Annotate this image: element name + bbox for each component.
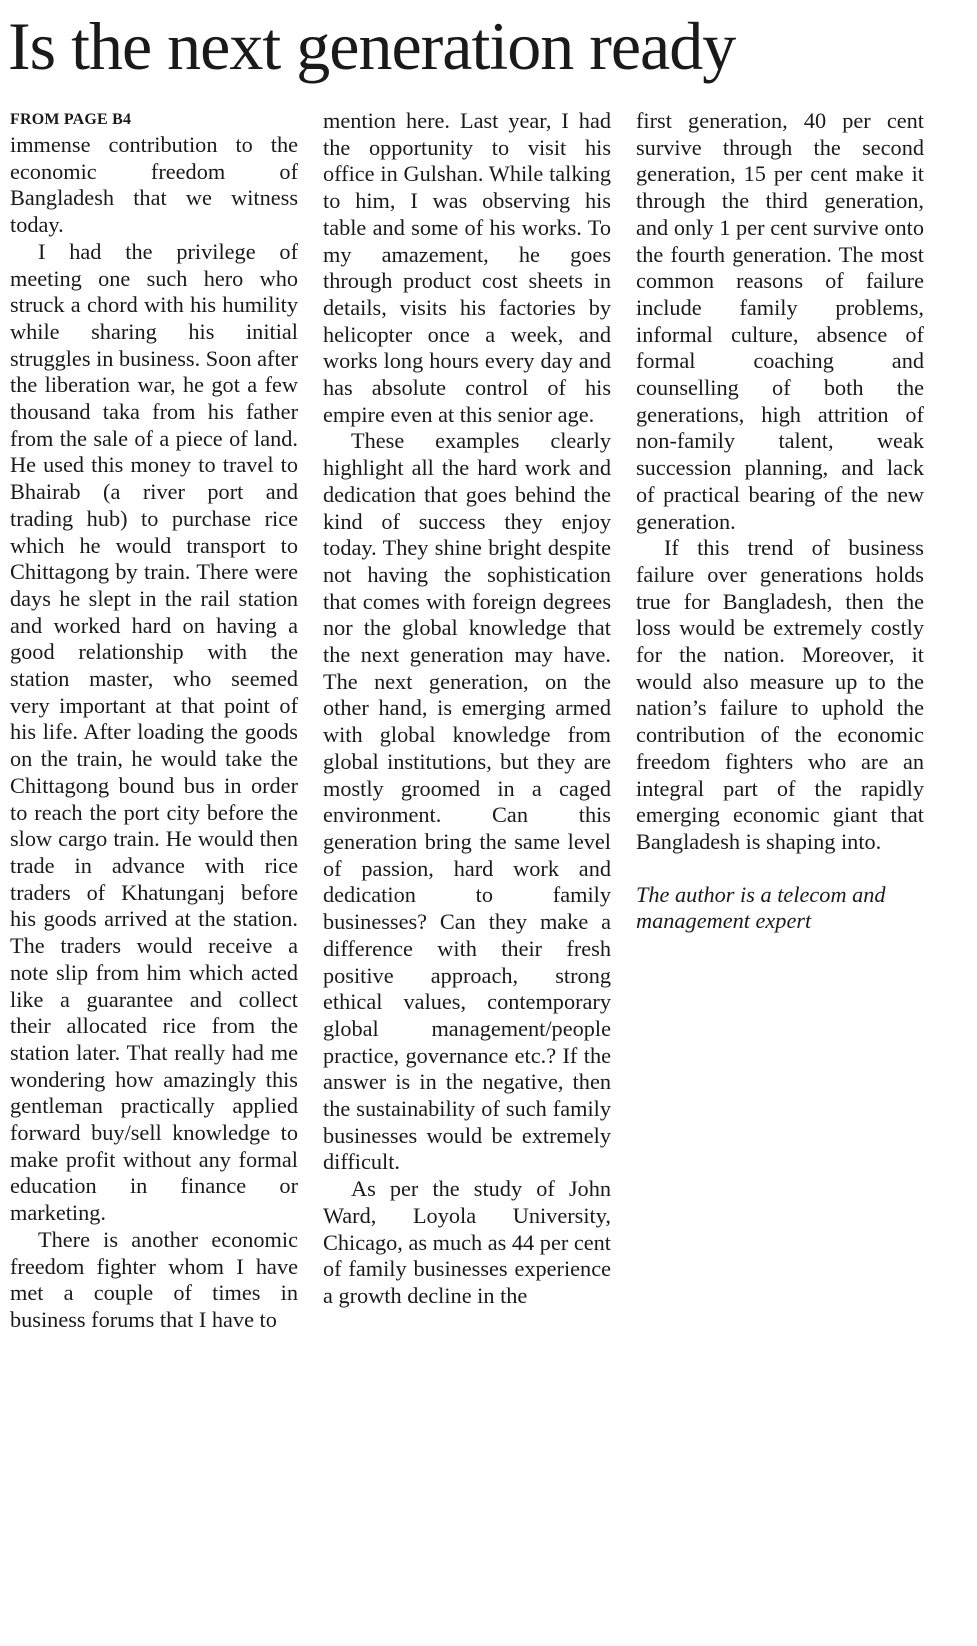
paragraph: If this trend of business failure over generations holds true for Bangladesh, then the loss would be extremely costly for the nation. Moreover, it would also measure up to the nation’s failure to uphold the contribution of the economic freedom fighters who are an integral part of the rapidly emerging economic giant that Bangladesh is shaping into.: [636, 535, 924, 854]
article-column-3: [636, 108, 924, 935]
paragraph: I had the privilege of meeting one such hero who struck a chord with his humility while sharing his initial struggles in business. Soon after the liberation war, he got a few thousand taka from his father from the sale of a piece of land. He used this money to travel to Bhairab (a river port and trading hub) to purchase rice which he would transport to Chittagong by train. There were days he slept in the rail station and worked hard on having a good relationship with the station master, who seemed very important at that point of his life. After loading the goods on the train, he would take the Chittagong bound bus in order to reach the port city before the slow cargo train. He would then trade in advance with rice traders of Khatunganj before his goods arrived at the station. The traders would receive a note slip from him which acted like a guarantee and collect their allocated rice from the station later. That really had me wondering how amazingly this gentleman practically applied forward buy/sell knowledge to make profit without any formal education in finance or marketing.: [10, 238, 298, 1226]
article-column-1: [10, 108, 298, 1334]
article-headline: Is the next generation ready: [8, 8, 736, 84]
paragraph: immense contribution to the economic freedom of Bangladesh that we witness today.: [10, 132, 298, 238]
article-column-2: [323, 108, 611, 1310]
paragraph: There is another economic freedom fighter whom I have met a couple of times in business forums that I have to: [10, 1226, 298, 1332]
paragraph: mention here. Last year, I had the opportunity to visit his office in Gulshan. While talking to him, I was observing his table and some of his works. To my amazement, he goes through product cost sheets in details, visits his factories by helicopter once a week, and works long hours every day and has absolute control of his empire even at this senior age.: [323, 108, 611, 427]
paragraph: These examples clearly highlight all the hard work and dedication that goes behind the kind of success they enjoy today. They shine bright despite not having the sophistication that comes with foreign degrees nor the global knowledge that the next generation may have. The next generation, on the other hand, is emerging armed with global knowledge from global institutions, but they are mostly groomed in a caged environment. Can this generation bring the same level of passion, hard work and dedication to family businesses? Can they make a difference with their fresh positive approach, strong ethical values, contemporary global management/people practice, governance etc.? If the answer is in the negative, then the sustainability of such family businesses would be extremely difficult.: [323, 428, 611, 1175]
author-byline: The author is a telecom and management expert: [636, 881, 886, 934]
continuation-kicker: FROM PAGE B4: [10, 111, 132, 128]
paragraph: As per the study of John Ward, Loyola University, Chicago, as much as 44 per cent of family businesses experience a growth decline in the: [323, 1176, 611, 1308]
paragraph: first generation, 40 per cent survive through the second generation, 15 per cent make it through the third generation, and only 1 per cent survive onto the fourth generation. The most common reasons of failure include family problems, informal culture, absence of formal coaching and counselling of both the generations, high attrition of non-family talent, weak succession planning, and lack of practical bearing of the new generation.: [636, 108, 924, 534]
